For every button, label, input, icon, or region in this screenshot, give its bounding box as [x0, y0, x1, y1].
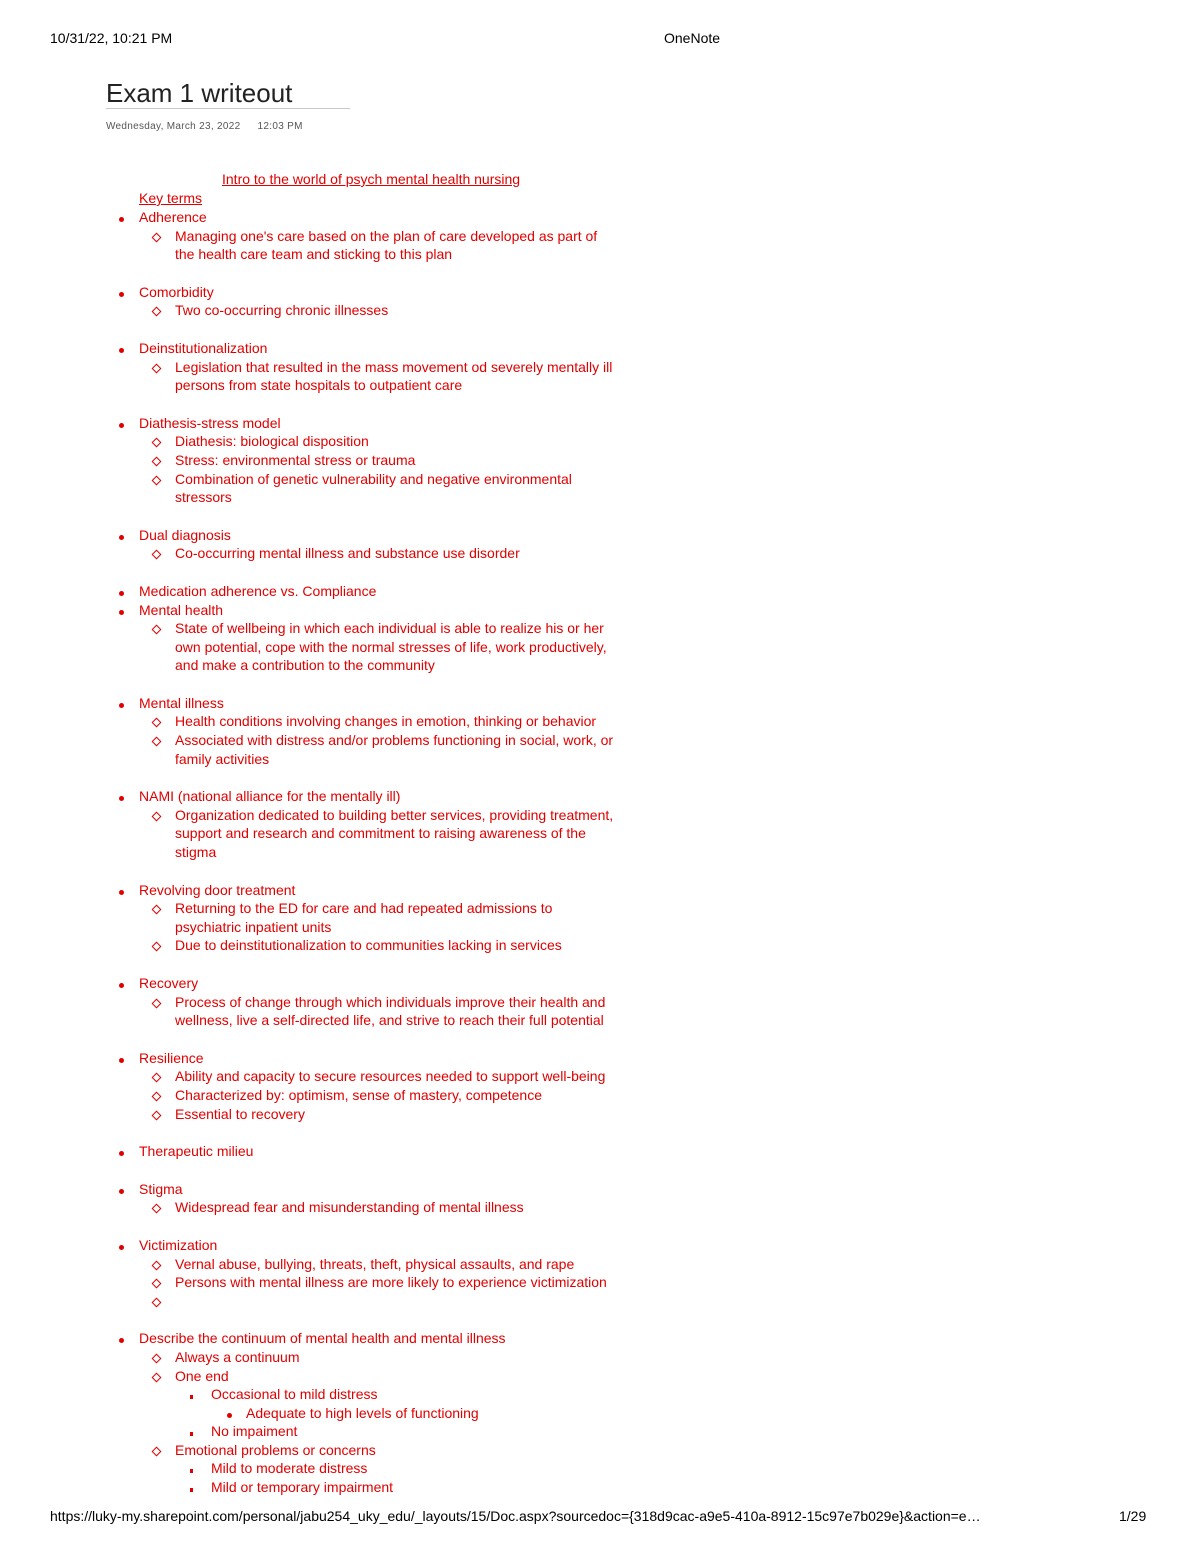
- list-item-text: Mental illness: [139, 694, 224, 711]
- list-item-text: Describe the continuum of mental health and mental illness: [139, 1330, 506, 1347]
- list-item-level-2: [0, 1478, 700, 1497]
- list-item-text: Health conditions involving changes in emotion, thinking or behavior: [175, 713, 597, 730]
- bullet-diamond-icon: [152, 737, 162, 747]
- list-item-level-0: [0, 1142, 700, 1161]
- list-item-text: and make a contribution to the community: [175, 657, 435, 674]
- list-item-text: Ability and capacity to secure resources needed to support well-being: [175, 1068, 606, 1085]
- list-item-level-0: [0, 694, 700, 713]
- list-item-level-1: [0, 227, 700, 246]
- list-item-continuation: [0, 918, 700, 937]
- list-item-level-1: [0, 358, 700, 377]
- list-item-text: Therapeutic milieu: [139, 1143, 254, 1160]
- bullet-diamond-icon: [152, 363, 162, 373]
- bullet-dot-icon: [119, 1245, 124, 1250]
- list-item-text: stigma: [175, 844, 217, 861]
- list-item-text: Organization dedicated to building better services, providing treatment,: [175, 806, 614, 823]
- list-item-level-0: [0, 414, 700, 433]
- bullet-diamond-icon: [152, 625, 162, 635]
- list-item-level-1: [0, 1255, 700, 1274]
- list-item-text: State of wellbeing in which each individual is able to realize his or her: [175, 620, 604, 637]
- bullet-dot-icon: [119, 535, 124, 540]
- bullet-dot-icon: [119, 703, 124, 708]
- list-item-level-1: [0, 1105, 700, 1124]
- list-item-text: wellness, live a self-directed life, and strive to reach their full potential: [175, 1012, 604, 1029]
- list-item-text: the health care team and sticking to this plan: [175, 246, 453, 263]
- list-item-continuation: [0, 245, 700, 264]
- list-item-level-0: [0, 208, 700, 227]
- list-spacer: [0, 320, 700, 339]
- list-item-level-1: [0, 432, 700, 451]
- list-item-text: Emotional problems or concerns: [175, 1441, 376, 1458]
- page-date: Wednesday, March 23, 2022: [106, 121, 241, 132]
- bullet-diamond-icon: [152, 1110, 162, 1120]
- bullet-diamond-icon: [152, 811, 162, 821]
- list-item-text: Mild to moderate distress: [211, 1460, 368, 1477]
- section-title: Intro to the world of psych mental health nursing: [222, 171, 521, 187]
- list-item-text: psychiatric inpatient units: [175, 918, 332, 935]
- list-item-level-0: [0, 526, 700, 545]
- bullet-diamond-icon: [152, 905, 162, 915]
- bullet-list: [0, 208, 700, 1497]
- list-item-text: Adequate to high levels of functioning: [246, 1404, 479, 1421]
- list-item-text: Recovery: [139, 975, 199, 991]
- list-item-text: Diathesis: biological disposition: [175, 433, 369, 450]
- list-spacer: [0, 955, 700, 974]
- list-item-text: persons from state hospitals to outpatient care: [175, 377, 463, 394]
- list-item-text: Comorbidity: [139, 283, 214, 300]
- list-item-continuation: [0, 750, 700, 769]
- list-item-text: Essential to recovery: [175, 1105, 305, 1122]
- list-item-level-1: [0, 470, 700, 489]
- list-spacer: [0, 1123, 700, 1142]
- list-item-text: own potential, cope with the normal stresses of life, work productively,: [175, 638, 607, 655]
- bullet-dot-icon: [119, 292, 124, 297]
- list-item-text: Always a continuum: [175, 1348, 300, 1365]
- list-item-level-1: [0, 731, 700, 750]
- list-item-text: Deinstitutionalization: [139, 339, 268, 356]
- bullet-square-icon: [190, 1488, 193, 1492]
- list-item-level-1: [0, 993, 700, 1012]
- page-time: 12:03 PM: [257, 121, 303, 132]
- bullet-dot-icon: [119, 1338, 124, 1343]
- list-item-continuation: [0, 488, 700, 507]
- list-spacer: [0, 768, 700, 787]
- list-spacer: [0, 395, 700, 414]
- bullet-diamond-icon: [152, 550, 162, 560]
- list-spacer: [0, 563, 700, 582]
- list-spacer: [0, 1217, 700, 1236]
- bullet-dot-icon: [119, 423, 124, 428]
- list-item-continuation: [0, 843, 700, 862]
- list-item-level-1: [0, 1198, 700, 1217]
- list-spacer: [0, 1310, 700, 1329]
- bullet-dot-icon: [227, 1413, 232, 1418]
- bullet-diamond-icon: [152, 1279, 162, 1289]
- list-item-level-0: [0, 582, 700, 601]
- bullet-dot-icon: [119, 796, 124, 801]
- list-item-level-1: [0, 301, 700, 320]
- bullet-dot-icon: [119, 610, 124, 615]
- bullet-diamond-icon: [152, 1353, 162, 1363]
- list-item-level-1: [0, 1273, 700, 1292]
- list-item-level-0: [0, 787, 700, 806]
- list-item-continuation: [0, 1011, 700, 1030]
- print-url: https://luky-my.sharepoint.com/personal/jabu254_uky_edu/_layouts/15/Doc.aspx?sourcedoc={318d9cac-a9e5-410a-8912-15c97e7b029e}&action=e…: [50, 1508, 981, 1524]
- bullet-diamond-icon: [152, 307, 162, 317]
- bullet-dot-icon: [119, 348, 124, 353]
- list-spacer: [0, 507, 700, 526]
- list-item-text: Persons with mental illness are more likely to experience victimization: [175, 1274, 607, 1291]
- bullet-diamond-icon: [152, 942, 162, 952]
- bullet-diamond-icon: [152, 232, 162, 242]
- list-item-text: Victimization: [139, 1236, 218, 1253]
- list-item-text: Associated with distress and/or problems functioning in social, work, or: [175, 732, 614, 749]
- bullet-diamond-icon: [152, 1446, 162, 1456]
- bullet-dot-icon: [119, 591, 124, 596]
- list-item-text: Process of change through which individuals improve their health and: [175, 993, 606, 1010]
- list-item-text: Dual diagnosis: [139, 526, 231, 543]
- title-underline: [106, 108, 350, 109]
- list-item-text: Adherence: [139, 209, 207, 225]
- list-item-level-0: [0, 283, 700, 302]
- list-item-text: support and research and commitment to raising awareness of the: [175, 825, 586, 842]
- list-item-text: Mental health: [139, 601, 224, 618]
- list-item-continuation: [0, 638, 700, 657]
- list-item-level-1: [0, 1086, 700, 1105]
- bullet-dot-icon: [119, 1151, 124, 1156]
- list-item-text: Characterized by: optimism, sense of mastery, competence: [175, 1086, 543, 1103]
- bullet-square-icon: [190, 1395, 193, 1399]
- bullet-diamond-icon: [152, 475, 162, 485]
- list-item-text: Managing one's care based on the plan of care developed as part of: [175, 227, 598, 244]
- list-item-continuation: [0, 376, 700, 395]
- list-item-level-1: [0, 936, 700, 955]
- list-item-text: Co-occurring mental illness and substance use disorder: [175, 545, 520, 562]
- key-terms-heading: Key terms: [139, 190, 203, 206]
- list-spacer: [0, 1161, 700, 1180]
- list-item-text: Revolving door treatment: [139, 881, 296, 898]
- list-item-level-1: [0, 619, 700, 638]
- list-item-level-1: [0, 899, 700, 918]
- bullet-diamond-icon: [152, 438, 162, 448]
- bullet-diamond-icon: [152, 1372, 162, 1382]
- list-item-continuation: [0, 656, 700, 675]
- bullet-square-icon: [190, 1469, 193, 1473]
- list-item-text: One end: [175, 1367, 229, 1384]
- bullet-dot-icon: [119, 217, 124, 222]
- list-item-level-0: [0, 339, 700, 358]
- list-item-level-2: [0, 1422, 700, 1441]
- print-datetime: 10/31/22, 10:21 PM: [50, 30, 173, 46]
- list-item-text: Combination of genetic vulnerability and negative environmental: [175, 470, 572, 487]
- list-item-level-1: [0, 1292, 700, 1311]
- list-item-text: No impaiment: [211, 1423, 298, 1440]
- list-item-text: Diathesis-stress model: [139, 414, 281, 431]
- list-item-level-3: [0, 1404, 700, 1423]
- bullet-dot-icon: [119, 983, 124, 988]
- bullet-dot-icon: [119, 1189, 124, 1194]
- list-item-text: Due to deinstitutionalization to communities lacking in services: [175, 937, 562, 954]
- bullet-square-icon: [190, 1432, 193, 1436]
- list-item-level-0: [0, 1329, 700, 1348]
- list-spacer: [0, 1030, 700, 1049]
- bullet-diamond-icon: [152, 456, 162, 466]
- list-item-text: Occasional to mild distress: [211, 1386, 378, 1403]
- list-item-text: stressors: [175, 489, 232, 506]
- bullet-diamond-icon: [152, 1073, 162, 1083]
- list-item-level-0: [0, 601, 700, 620]
- list-item-continuation: [0, 824, 700, 843]
- list-item-level-1: [0, 712, 700, 731]
- bullet-diamond-icon: [152, 1260, 162, 1270]
- list-item-text: Legislation that resulted in the mass movement od severely mentally ill: [175, 358, 613, 375]
- print-app-name: OneNote: [664, 30, 721, 46]
- list-spacer: [0, 264, 700, 283]
- bullet-dot-icon: [119, 1058, 124, 1063]
- list-item-level-1: [0, 1348, 700, 1367]
- list-item-level-1: [0, 544, 700, 563]
- list-spacer: [0, 675, 700, 694]
- bullet-diamond-icon: [152, 718, 162, 728]
- list-spacer: [0, 862, 700, 881]
- page-timestamp: [106, 121, 303, 132]
- bullet-diamond-icon: [152, 998, 162, 1008]
- list-item-level-0: [0, 1236, 700, 1255]
- page-number: 1/29: [1119, 1508, 1147, 1524]
- list-item-level-1: [0, 1067, 700, 1086]
- list-item-text: Two co-occurring chronic illnesses: [175, 302, 389, 319]
- bullet-dot-icon: [119, 890, 124, 895]
- list-item-text: Stigma: [139, 1180, 183, 1197]
- list-item-text: Returning to the ED for care and had repeated admissions to: [175, 900, 553, 917]
- list-item-level-1: [0, 1441, 700, 1460]
- list-item-text: Stress: environmental stress or trauma: [175, 451, 416, 468]
- list-item-text: Vernal abuse, bullying, threats, theft, physical assaults, and rape: [175, 1255, 575, 1272]
- list-item-level-1: [0, 806, 700, 825]
- list-item-level-0: [0, 974, 700, 993]
- list-item-level-1: [0, 1367, 700, 1386]
- bullet-diamond-icon: [152, 1092, 162, 1102]
- list-item-level-2: [0, 1459, 700, 1478]
- list-item-text: Medication adherence vs. Compliance: [139, 582, 377, 599]
- list-item-text: Mild or temporary impairment: [211, 1479, 394, 1496]
- list-item-level-0: [0, 1180, 700, 1199]
- bullet-diamond-icon: [152, 1204, 162, 1214]
- list-item-level-1: [0, 451, 700, 470]
- list-item-text: Widespread fear and misunderstanding of mental illness: [175, 1199, 524, 1216]
- bullet-diamond-icon: [152, 1297, 162, 1307]
- list-item-level-2: [0, 1385, 700, 1404]
- list-item-level-0: [0, 881, 700, 900]
- list-item-level-0: [0, 1049, 700, 1068]
- page-title: Exam 1 writeout: [106, 78, 293, 108]
- list-item-text: Resilience: [139, 1049, 204, 1066]
- list-item-text: NAMI (national alliance for the mentally ill): [139, 788, 401, 805]
- list-item-text: family activities: [175, 750, 270, 767]
